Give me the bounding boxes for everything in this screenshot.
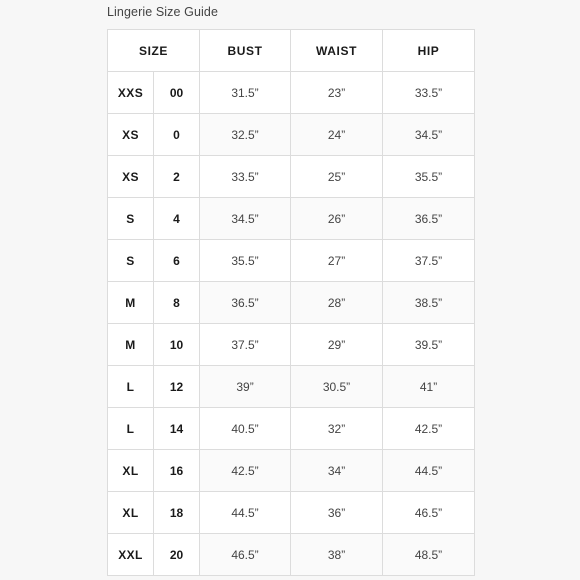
size-number: 12 xyxy=(154,366,200,408)
header-bust: BUST xyxy=(200,30,291,72)
hip-value: 35.5” xyxy=(383,156,475,198)
size-label: XL xyxy=(108,450,154,492)
header-row xyxy=(108,30,475,72)
size-number: 00 xyxy=(154,72,200,114)
bust-value: 31.5” xyxy=(200,72,291,114)
bust-value: 37.5” xyxy=(200,324,291,366)
waist-value: 32” xyxy=(291,408,383,450)
size-number: 14 xyxy=(154,408,200,450)
waist-value: 23” xyxy=(291,72,383,114)
table-row xyxy=(108,492,475,534)
size-label: M xyxy=(108,324,154,366)
size-label: XXS xyxy=(108,72,154,114)
size-number: 18 xyxy=(154,492,200,534)
bust-value: 35.5” xyxy=(200,240,291,282)
size-label: L xyxy=(108,408,154,450)
size-label: L xyxy=(108,366,154,408)
size-number: 4 xyxy=(154,198,200,240)
size-label: S xyxy=(108,240,154,282)
hip-value: 36.5” xyxy=(383,198,475,240)
waist-value: 36” xyxy=(291,492,383,534)
waist-value: 24” xyxy=(291,114,383,156)
hip-value: 46.5” xyxy=(383,492,475,534)
waist-value: 27” xyxy=(291,240,383,282)
bust-value: 32.5” xyxy=(200,114,291,156)
size-label: XXL xyxy=(108,534,154,576)
table-row xyxy=(108,324,475,366)
waist-value: 34” xyxy=(291,450,383,492)
waist-value: 38” xyxy=(291,534,383,576)
waist-value: 30.5” xyxy=(291,366,383,408)
waist-value: 26” xyxy=(291,198,383,240)
header-size: SIZE xyxy=(108,30,200,72)
hip-value: 34.5” xyxy=(383,114,475,156)
hip-value: 39.5” xyxy=(383,324,475,366)
table-row xyxy=(108,366,475,408)
size-number: 2 xyxy=(154,156,200,198)
bust-value: 46.5” xyxy=(200,534,291,576)
hip-value: 37.5” xyxy=(383,240,475,282)
size-label: XS xyxy=(108,156,154,198)
hip-value: 42.5” xyxy=(383,408,475,450)
table-row xyxy=(108,450,475,492)
waist-value: 29” xyxy=(291,324,383,366)
size-label: M xyxy=(108,282,154,324)
size-label: S xyxy=(108,198,154,240)
size-number: 10 xyxy=(154,324,200,366)
header-waist: WAIST xyxy=(291,30,383,72)
size-number: 0 xyxy=(154,114,200,156)
size-label: XL xyxy=(108,492,154,534)
table-row xyxy=(108,198,475,240)
page-title: Lingerie Size Guide xyxy=(107,5,218,19)
bust-value: 33.5” xyxy=(200,156,291,198)
table-row xyxy=(108,72,475,114)
table-row xyxy=(108,408,475,450)
bust-value: 39” xyxy=(200,366,291,408)
hip-value: 38.5” xyxy=(383,282,475,324)
table-row xyxy=(108,282,475,324)
table-row xyxy=(108,534,475,576)
header-hip: HIP xyxy=(383,30,475,72)
size-number: 20 xyxy=(154,534,200,576)
hip-value: 41” xyxy=(383,366,475,408)
table-row xyxy=(108,240,475,282)
size-number: 16 xyxy=(154,450,200,492)
bust-value: 44.5” xyxy=(200,492,291,534)
hip-value: 44.5” xyxy=(383,450,475,492)
size-number: 6 xyxy=(154,240,200,282)
size-label: XS xyxy=(108,114,154,156)
size-rows xyxy=(108,72,475,576)
table-row xyxy=(108,156,475,198)
size-guide-table xyxy=(107,29,475,576)
size-number: 8 xyxy=(154,282,200,324)
hip-value: 48.5” xyxy=(383,534,475,576)
bust-value: 34.5” xyxy=(200,198,291,240)
table-row xyxy=(108,114,475,156)
bust-value: 36.5” xyxy=(200,282,291,324)
hip-value: 33.5” xyxy=(383,72,475,114)
bust-value: 40.5” xyxy=(200,408,291,450)
waist-value: 28” xyxy=(291,282,383,324)
waist-value: 25” xyxy=(291,156,383,198)
bust-value: 42.5” xyxy=(200,450,291,492)
